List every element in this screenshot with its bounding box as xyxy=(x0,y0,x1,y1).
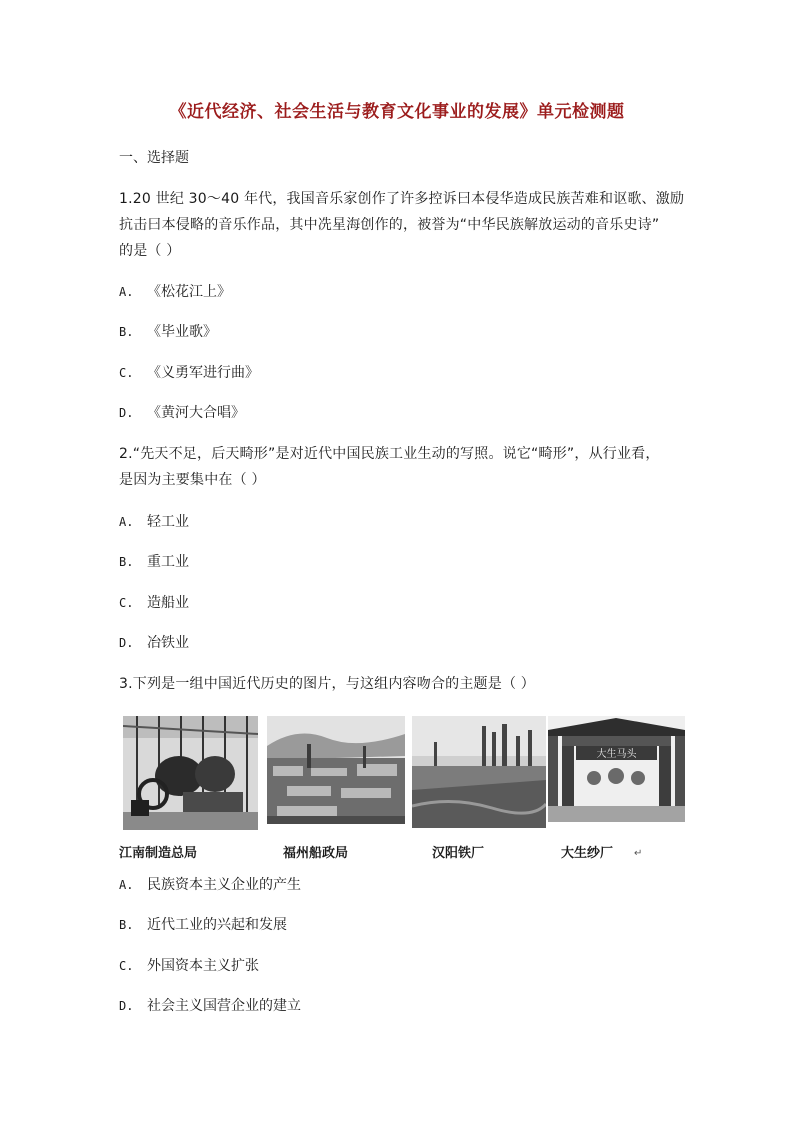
question-1-line-1: 1.20 世纪 30～40 年代，我国音乐家创作了许多控诉曰本侵华造成民族苦难和讴歌、激励 xyxy=(119,191,685,207)
question-1-line-3: 的是（ ） xyxy=(119,243,181,259)
question-2-option-d xyxy=(119,635,189,651)
option-letter: B. xyxy=(119,918,134,932)
option-text: 造船业 xyxy=(147,595,189,611)
caption-dasheng-cotton-mill: 大生纱厂 xyxy=(561,846,614,861)
option-text: 《黄河大合唱》 xyxy=(147,405,245,421)
option-text: 《毕业歌》 xyxy=(147,324,217,340)
option-letter: C. xyxy=(119,366,134,380)
question-3-option-c xyxy=(119,958,259,974)
option-text: 《义勇军进行曲》 xyxy=(147,365,259,381)
caption-hanyang-iron-works: 汉阳铁厂 xyxy=(432,846,485,861)
question-1-option-a xyxy=(119,284,231,300)
question-2-line-1: 2.“先天不足，后天畸形”是对近代中国民族工业生动的写照。说它“畸形”，从行业看， xyxy=(119,446,660,462)
option-text: 冶铁业 xyxy=(147,635,189,651)
question-1-option-c xyxy=(119,365,259,381)
option-text: 近代工业的兴起和发展 xyxy=(147,917,287,933)
question-2-option-c xyxy=(119,595,189,611)
question-3-option-a xyxy=(119,877,301,893)
option-text: 重工业 xyxy=(147,554,189,570)
option-letter: C. xyxy=(119,959,134,973)
option-text: 轻工业 xyxy=(147,514,189,530)
jiangnan-arsenal-photo xyxy=(123,716,258,830)
option-text: 社会主义国营企业的建立 xyxy=(147,998,301,1014)
gate-sign-text: 大生马头 xyxy=(596,749,637,760)
question-2-option-b xyxy=(119,554,189,570)
option-letter: A. xyxy=(119,515,134,529)
dasheng-cotton-mill-photo xyxy=(548,716,685,822)
option-text: 外国资本主义扩张 xyxy=(147,958,259,974)
question-3-option-d xyxy=(119,998,301,1014)
option-letter: A. xyxy=(119,878,134,892)
hanyang-iron-works-photo xyxy=(412,716,546,828)
question-2-line-2: 是因为主要集中在（ ） xyxy=(119,472,266,488)
question-1-option-d xyxy=(119,405,245,421)
section-heading: 一、选择题 xyxy=(119,150,189,166)
question-2-option-a xyxy=(119,514,189,530)
historical-photo-strip xyxy=(123,716,685,832)
question-3-line-1: 3.下列是一组中国近代历史的图片，与这组内容吻合的主题是（ ） xyxy=(119,676,536,692)
option-letter: C. xyxy=(119,596,134,610)
fuzhou-navy-yard-photo xyxy=(267,716,405,824)
caption-jiangnan-arsenal: 江南制造总局 xyxy=(119,846,198,861)
question-3-option-b xyxy=(119,917,287,933)
paragraph-mark: ↵ xyxy=(634,848,643,859)
question-1-option-b xyxy=(119,324,217,340)
option-letter: D. xyxy=(119,406,134,420)
option-letter: D. xyxy=(119,636,134,650)
caption-fuzhou-navy-yard: 福州船政局 xyxy=(283,846,349,861)
option-text: 民族资本主义企业的产生 xyxy=(147,877,301,893)
page-title: 《近代经济、社会生活与教育文化事业的发展》单元检测题 xyxy=(169,102,625,122)
question-1-line-2: 抗击曰本侵略的音乐作品，其中冼星海创作的，被誉为“中华民族解放运动的音乐史诗” xyxy=(119,217,660,233)
option-letter: B. xyxy=(119,555,134,569)
option-letter: D. xyxy=(119,999,134,1013)
option-letter: B. xyxy=(119,325,134,339)
option-text: 《松花江上》 xyxy=(147,284,231,300)
option-letter: A. xyxy=(119,285,134,299)
